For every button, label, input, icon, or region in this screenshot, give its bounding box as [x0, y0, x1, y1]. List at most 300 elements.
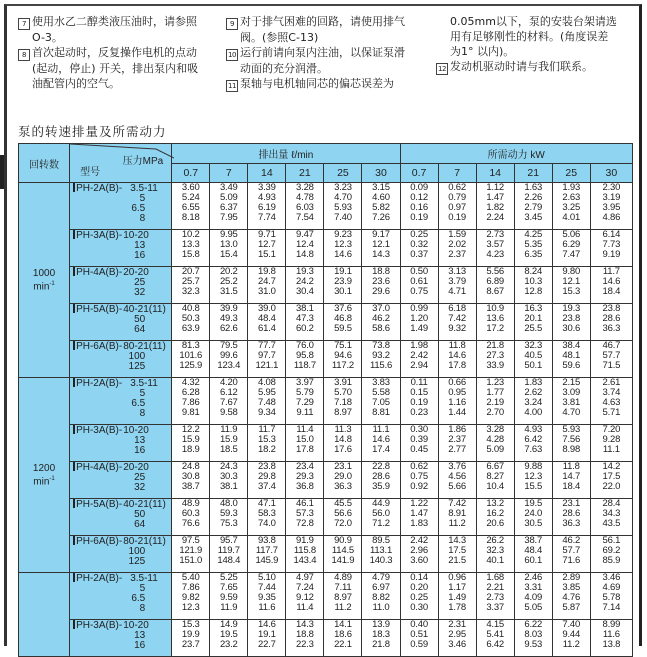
discharge-value: 7.74 [258, 212, 276, 223]
power-value: 46.7 [602, 340, 621, 351]
discharge-value: 114.5 [331, 545, 354, 556]
discharge-value: 23.9 [334, 276, 352, 287]
discharge-value: 15.8 [181, 249, 200, 260]
note-line: 动面的充分润滑。 [240, 62, 328, 75]
discharge-value: 15.0 [296, 434, 314, 445]
power-value: 11.1 [602, 444, 620, 455]
pump-spec-table [18, 143, 633, 657]
discharge-value: 37.4 [258, 481, 276, 492]
power-pressure-col: 14 [476, 163, 514, 183]
power-value: 7.42 [448, 498, 466, 509]
power-value: 1.83 [410, 518, 428, 529]
power-value: 18.4 [562, 481, 581, 492]
power-value-cell [438, 267, 476, 304]
power-value: 26.2 [486, 535, 505, 546]
note-item [436, 59, 633, 75]
discharge-value: 11.1 [372, 424, 390, 435]
power-value: 21.5 [448, 555, 466, 566]
model-name-line [70, 230, 171, 241]
discharge-value: 29.0 [334, 471, 352, 482]
power-value: 19.5 [524, 498, 543, 509]
power-value: 17.5 [602, 471, 621, 482]
power-value-cell [590, 378, 632, 425]
discharge-value: 23.7 [181, 639, 200, 650]
power-value: 3.13 [448, 266, 466, 277]
power-value: 6.29 [562, 239, 581, 250]
power-value-cell [514, 425, 552, 462]
power-value: 10.4 [486, 481, 505, 492]
power-value: 13.2 [486, 498, 505, 509]
discharge-value: 4.20 [219, 377, 238, 388]
power-value: 0.30 [410, 602, 428, 613]
discharge-value: 5.95 [258, 387, 276, 398]
power-value: 2.73 [486, 592, 505, 603]
discharge-value-cell [362, 341, 400, 378]
power-value-cell [476, 230, 514, 267]
discharge-value: 79.5 [219, 340, 238, 351]
power-value: 5.66 [448, 481, 466, 492]
discharge-value: 19.8 [258, 266, 276, 277]
model-name-line [70, 378, 171, 389]
discharge-value-cell [210, 536, 248, 573]
power-value-cell [514, 304, 552, 341]
discharge-value-cell [324, 620, 362, 657]
power-value: 2.89 [562, 572, 581, 583]
power-value: 7.63 [524, 444, 543, 455]
power-pressure-col: 0.7 [400, 163, 438, 183]
discharge-value: 4.78 [296, 192, 314, 203]
power-value: 0.51 [410, 629, 428, 640]
power-value: 0.25 [410, 229, 428, 240]
power-value: 7.42 [448, 313, 466, 324]
discharge-value: 123.4 [217, 360, 241, 371]
model-size: 100 [128, 351, 146, 362]
power-value: 3.79 [448, 276, 466, 287]
power-value-cell [514, 267, 552, 304]
power-value: 1.12 [486, 182, 505, 193]
discharge-value: 94.6 [334, 350, 352, 361]
power-value: 2.30 [602, 182, 621, 193]
model-size: 64 [134, 324, 146, 335]
power-value: 5.78 [602, 592, 621, 603]
discharge-value: 7.11 [334, 582, 352, 593]
power-value: 2.37 [448, 249, 466, 260]
note-line: 用有足够刚性的材料。(角度误差 [450, 30, 609, 43]
power-value: 6.67 [486, 461, 505, 472]
discharge-value: 12.2 [181, 424, 200, 435]
discharge-value: 39.0 [258, 303, 276, 314]
table-row [19, 620, 633, 657]
discharge-value: 19.1 [258, 629, 276, 640]
model-name: PH-3A(B)- [76, 620, 123, 631]
discharge-value-cell [210, 341, 248, 378]
discharge-value-cell [248, 183, 286, 230]
power-value: 3.09 [562, 387, 581, 398]
discharge-value: 11.6 [258, 602, 276, 613]
power-value: 21.8 [486, 340, 505, 351]
power-value-cell [400, 304, 438, 341]
power-value: 2.46 [524, 572, 543, 583]
power-value: 5.35 [524, 239, 543, 250]
discharge-value: 15.3 [181, 619, 200, 630]
discharge-value: 37.0 [372, 303, 390, 314]
power-value: 1.49 [410, 323, 428, 334]
power-value: 46.2 [562, 535, 581, 546]
power-pressure-col: 21 [514, 163, 552, 183]
discharge-value: 38.1 [219, 481, 238, 492]
power-value: 2.63 [562, 192, 581, 203]
power-value: 0.39 [410, 434, 428, 445]
rpm-cell [19, 183, 70, 378]
power-value: 8.91 [448, 508, 466, 519]
discharge-value-cell [286, 620, 324, 657]
discharge-value: 5.40 [181, 572, 200, 583]
power-value: 1.23 [486, 377, 505, 388]
discharge-value: 22.7 [258, 639, 276, 650]
power-value: 7.73 [602, 239, 621, 250]
power-value-cell [476, 304, 514, 341]
model-cell [70, 425, 172, 462]
power-value: 4.63 [602, 397, 621, 408]
model-size: 100 [128, 546, 146, 557]
discharge-value-cell [172, 183, 210, 230]
discharge-value: 56.6 [334, 508, 352, 519]
power-value: 4.76 [562, 592, 581, 603]
discharge-value-cell [324, 573, 362, 620]
power-value: 25.5 [524, 323, 543, 334]
discharge-value: 19.3 [296, 266, 314, 277]
power-value: 11.8 [562, 461, 580, 472]
note-first-line [436, 59, 633, 75]
power-value: 7.56 [562, 434, 581, 445]
rpm-unit-exponent: -1 [49, 475, 55, 482]
note-first-line [226, 76, 426, 92]
discharge-value: 7.86 [181, 397, 200, 408]
power-value: 5.05 [524, 602, 543, 613]
power-value: 30.6 [562, 323, 581, 334]
discharge-value: 14.3 [372, 249, 390, 260]
discharge-value: 30.3 [219, 471, 238, 482]
power-value: 14.3 [448, 535, 466, 546]
discharge-value: 3.97 [296, 377, 314, 388]
power-value: 5.87 [562, 602, 581, 613]
power-value: 3.37 [486, 602, 505, 613]
discharge-value-cell [248, 378, 286, 425]
power-value: 2.42 [410, 535, 428, 546]
power-value: 3.60 [410, 555, 428, 566]
discharge-value-cell [210, 462, 248, 499]
power-value: 1.49 [448, 592, 466, 603]
power-value: 2.42 [410, 350, 428, 361]
power-value: 2.31 [448, 619, 466, 630]
discharge-value: 19.1 [334, 266, 352, 277]
power-value: 3.76 [448, 461, 466, 472]
discharge-value: 14.1 [334, 619, 352, 630]
model-size: 80-21(11) [123, 536, 166, 547]
model-size: 32 [134, 482, 146, 493]
note-number-badge: 7 [18, 18, 30, 30]
power-value-cell [438, 620, 476, 657]
discharge-value: 47.1 [258, 498, 276, 509]
power-value: 1.93 [562, 182, 581, 193]
discharge-value: 77.7 [258, 340, 276, 351]
table-row [19, 499, 633, 536]
discharge-value-cell [248, 499, 286, 536]
discharge-value-cell [172, 378, 210, 425]
note-number-badge: 9 [226, 18, 238, 30]
discharge-value: 76.0 [296, 340, 314, 351]
discharge-value: 23.4 [296, 461, 314, 472]
discharge-value-cell [210, 499, 248, 536]
discharge-value-cell [324, 378, 362, 425]
discharge-value: 37.6 [334, 303, 352, 314]
discharge-value-cell [210, 304, 248, 341]
model-name: PH-4A(B)- [76, 267, 123, 278]
discharge-value: 18.8 [296, 629, 314, 640]
power-value: 6.14 [602, 229, 621, 240]
note-number-badge: 10 [226, 49, 238, 61]
rpm-unit-exponent: -1 [49, 280, 55, 287]
discharge-value: 12.1 [372, 239, 390, 250]
power-value: 23.8 [562, 313, 581, 324]
discharge-value: 14.8 [296, 249, 314, 260]
discharge-value-cell [210, 230, 248, 267]
discharge-value: 4.79 [372, 572, 390, 583]
power-value: 56.1 [602, 535, 621, 546]
power-value: 9.88 [524, 461, 543, 472]
discharge-value: 93.8 [258, 535, 276, 546]
power-value: 0.97 [448, 202, 466, 213]
power-value: 2.37 [448, 434, 466, 445]
discharge-value: 4.97 [296, 572, 314, 583]
power-value: 5.71 [602, 407, 621, 418]
power-value: 22.0 [602, 481, 621, 492]
discharge-value-cell [210, 267, 248, 304]
power-value: 0.09 [410, 182, 428, 193]
power-value-cell [476, 378, 514, 425]
discharge-value: 24.8 [181, 461, 200, 472]
power-value: 8.99 [602, 619, 621, 630]
discharge-value: 8.97 [334, 592, 352, 603]
power-value: 1.17 [448, 582, 466, 593]
power-value: 2.79 [524, 202, 543, 213]
discharge-value-cell [248, 536, 286, 573]
power-value: 7.14 [602, 602, 621, 613]
discharge-pressure-col: 7 [210, 163, 248, 183]
power-value: 71.6 [562, 555, 581, 566]
power-value: 28.4 [602, 498, 621, 509]
power-value: 6.42 [486, 639, 505, 650]
model-pressure-header [70, 144, 172, 183]
discharge-value: 18.6 [334, 629, 352, 640]
model-size: 64 [134, 519, 146, 530]
power-value: 4.56 [448, 471, 466, 482]
power-value: 8.27 [486, 471, 505, 482]
power-value-cell [438, 341, 476, 378]
discharge-value: 17.4 [372, 444, 390, 455]
power-value-cell [438, 230, 476, 267]
power-value: 2.96 [410, 545, 428, 556]
power-value-cell [590, 620, 632, 657]
power-value-cell [590, 536, 632, 573]
discharge-value: 9.12 [296, 592, 314, 603]
discharge-value: 9.47 [296, 229, 314, 240]
discharge-value: 15.9 [219, 434, 238, 445]
discharge-value: 148.4 [217, 555, 241, 566]
power-value-cell [552, 304, 590, 341]
note-first-line [226, 14, 426, 30]
power-value: 24.0 [524, 508, 543, 519]
discharge-value: 12.4 [296, 239, 314, 250]
discharge-value: 9.71 [258, 229, 276, 240]
model-size: 13 [134, 240, 146, 251]
model-size: 8 [139, 213, 146, 224]
power-pressure-col: 7 [438, 163, 476, 183]
power-value: 13.8 [602, 639, 621, 650]
discharge-value-cell [324, 230, 362, 267]
note-item [18, 14, 218, 45]
power-value: 0.92 [410, 481, 428, 492]
power-value: 0.59 [410, 639, 428, 650]
discharge-pressure-col: 25 [324, 163, 362, 183]
model-name: PH-2A(B)- [76, 378, 123, 389]
power-value: 43.5 [602, 518, 621, 529]
power-value: 1.20 [410, 313, 428, 324]
discharge-value: 39.9 [219, 303, 238, 314]
discharge-value: 72.0 [334, 518, 352, 529]
discharge-value: 11.0 [372, 602, 390, 613]
discharge-value: 38.1 [296, 303, 314, 314]
power-value-cell [552, 230, 590, 267]
power-value: 48.4 [524, 545, 543, 556]
discharge-value: 14.3 [296, 619, 314, 630]
power-value-cell [514, 620, 552, 657]
discharge-value: 6.03 [296, 202, 314, 213]
model-size: 50 [134, 314, 146, 325]
discharge-value: 8.18 [181, 212, 200, 223]
discharge-value-cell [210, 425, 248, 462]
discharge-value: 93.2 [372, 350, 390, 361]
power-value-cell [438, 183, 476, 230]
model-size: 6.5 [131, 203, 146, 214]
discharge-value: 21.8 [372, 639, 390, 650]
discharge-value: 30.4 [296, 286, 314, 297]
power-value: 3.19 [602, 192, 621, 203]
power-value: 0.19 [448, 212, 466, 223]
power-value-cell [400, 267, 438, 304]
power-value-cell [590, 341, 632, 378]
power-value-cell [400, 425, 438, 462]
discharge-value: 143.4 [293, 555, 317, 566]
power-value: 0.79 [448, 192, 466, 203]
discharge-value: 23.1 [334, 461, 352, 472]
note-line: 对于排气困难的回路，请使用排气 [240, 15, 405, 28]
discharge-value-cell [286, 573, 324, 620]
power-value: 0.75 [410, 286, 428, 297]
discharge-value: 31.5 [219, 286, 238, 297]
model-name: PH-6A(B)- [76, 536, 123, 547]
power-value: 12.3 [524, 471, 543, 482]
model-name: PH-6A(B)- [76, 341, 123, 352]
model-size: 8 [139, 603, 146, 614]
rpm-value: 1200 [32, 462, 56, 474]
model-name-line [70, 536, 171, 547]
discharge-value: 48.9 [181, 498, 200, 509]
model-size: 50 [134, 509, 146, 520]
power-value: 17.5 [448, 545, 466, 556]
power-value-cell [552, 425, 590, 462]
power-value-cell [552, 378, 590, 425]
discharge-value: 6.19 [258, 202, 276, 213]
power-pressure-col: 25 [552, 163, 590, 183]
discharge-value-cell [172, 620, 210, 657]
power-value: 4.71 [448, 286, 466, 297]
discharge-value: 19.9 [181, 629, 200, 640]
discharge-value: 97.7 [258, 350, 276, 361]
power-value: 40.1 [486, 555, 505, 566]
power-value: 0.11 [410, 377, 428, 388]
power-value-cell [590, 462, 632, 499]
model-name-line [70, 573, 171, 584]
power-value: 0.20 [410, 582, 428, 593]
model-cell [70, 378, 172, 425]
power-value: 2.73 [486, 229, 505, 240]
pressure-label: 压力MPa [122, 156, 164, 167]
power-value: 9.44 [562, 629, 581, 640]
power-value: 0.66 [448, 377, 466, 388]
power-value: 4.70 [562, 407, 581, 418]
power-value: 28.6 [562, 508, 581, 519]
power-value-cell [590, 183, 632, 230]
power-value-cell [552, 573, 590, 620]
power-value-cell [438, 425, 476, 462]
power-value-cell [438, 536, 476, 573]
power-value: 9.53 [524, 639, 543, 650]
power-value-cell [476, 620, 514, 657]
model-size: 40-21(11) [123, 304, 166, 315]
power-value-cell [438, 499, 476, 536]
power-value: 14.6 [448, 350, 466, 361]
power-value: 9.32 [448, 323, 466, 334]
discharge-value-cell [362, 304, 400, 341]
discharge-value: 121.9 [179, 545, 203, 556]
discharge-value: 4.70 [334, 192, 352, 203]
power-value-cell [590, 230, 632, 267]
discharge-value: 7.18 [334, 397, 352, 408]
power-value: 1.59 [448, 229, 466, 240]
discharge-value-cell [362, 573, 400, 620]
power-value: 3.25 [562, 202, 581, 213]
power-value: 3.57 [486, 239, 505, 250]
discharge-value: 7.67 [219, 397, 238, 408]
model-cell [70, 267, 172, 304]
power-value: 15.5 [524, 481, 543, 492]
discharge-value: 48.4 [258, 313, 276, 324]
power-value: 5.93 [562, 424, 581, 435]
discharge-value: 46.8 [334, 313, 352, 324]
power-value: 3.24 [524, 397, 543, 408]
power-value: 0.62 [448, 182, 466, 193]
power-value: 60.1 [524, 555, 543, 566]
discharge-value: 11.9 [220, 424, 238, 435]
power-value: 8.03 [524, 629, 543, 640]
power-value: 2.62 [524, 387, 543, 398]
note-line: O-3。 [32, 31, 63, 44]
note-item [18, 45, 218, 91]
power-value-cell [590, 425, 632, 462]
discharge-value: 8.97 [334, 407, 352, 418]
discharge-value: 12.3 [334, 239, 352, 250]
